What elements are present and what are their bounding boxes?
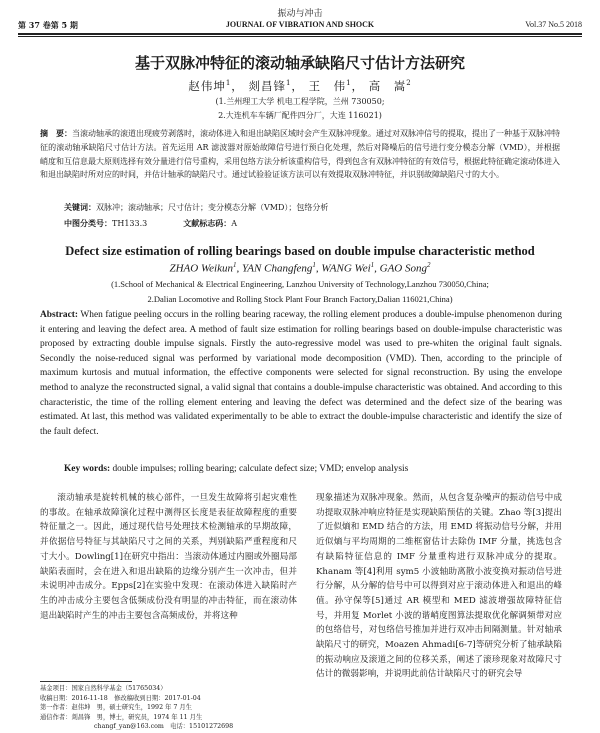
footnote-author2: 通信作者：剡昌锋 男，博士，研究员，1974 年 11 月生 xyxy=(40,713,203,721)
keywords-en-text: double impulses; rolling bearing; calculate defect size; VMD; envelop analysis xyxy=(112,464,409,474)
keywords-cn-label: 关键词： xyxy=(64,203,96,212)
author-name-en: YAN Changfeng xyxy=(241,262,313,275)
author-name: 高 嵩 xyxy=(368,79,407,93)
author-name: 剡昌锋 xyxy=(248,79,286,93)
body-paragraph: 现象描述为双脉冲现象。然而，从包含复杂噪声的振动信号中成功提取双脉冲响应特征是实现缺陷预估的关键。Zhao 等[3]提出了近似熵和 EMD 结合的方法，用 EMD 将振动信号分解，并用近似熵与平均周期的二维框窗估计去除伪 IMF 分量，挑选包含有缺陷特征信息的 IMF 分量重构进行双脉冲成分的提取。Khanam 等[4]利用 sym5 小波轴助离散小波变换对振动信号进行分解，从分解的信号中可以得到对应于滚动体进入和退出的峰值。孙守保等[5]通过 AR 模型和 MED 滤波增强故障特征信号，并用复 Morlet 小波的谐峭度图算法提取优化解调频带对应的包络信号，对包络信号推加并进行双冲击间隔测量。针对轴承缺陷尺寸的研究，Moazen Ahmadi[6-7]等研究分析了轴承缺陷的振动响应及滚道之间的位移关系，阐述了滚珍现象对故障尺寸估计的微弱影响，并说明此前估计缺陷尺寸的研究会导 xyxy=(316,493,562,680)
keywords-en-label: Key words: xyxy=(64,464,111,474)
abstract-cn-text: 当滚动轴承的滚道出现疲劳剥落时，滚动体进入和退出缺陷区域时会产生双脉冲现象。通过对双脉冲信号的提取，提出了一种基于双脉冲特征的滚动轴承缺陷尺寸估计方法。首先运用 AR 滤波器对原始故障信号进行预白化处理，然后对降噪后的信号进行变分模态分解（VMD），并根据峭度和互信息最大原则选择有效分量进行信号重构，采用包络方法分析该重构信号，得到包含有双脉冲特征的有效信号，根据此特征确定滚动体进入和退出缺陷时所对应的时间，并估计轴承的缺陷尺寸。通过试验验证该方法可以有效提取双脉冲特征，并识别故障缺陷尺寸的大小。 xyxy=(40,129,560,180)
body-column-right xyxy=(316,491,562,682)
footnote-fund: 基金项目：国家自然科学基金（51765034） xyxy=(40,685,167,692)
footnote xyxy=(40,684,300,732)
volume-cn: 第 37 卷第 5 期 xyxy=(18,20,78,30)
footnote-author1: 第一作者：赵伟坤 男，硕士研究生，1992 年 7 月生 xyxy=(40,704,192,711)
doc-code-value: A xyxy=(231,219,237,228)
footnote-rule xyxy=(40,681,132,682)
clc-value: TH133.3 xyxy=(112,219,148,228)
keywords-en xyxy=(64,464,564,474)
running-journal-name: 振动与冲击 xyxy=(277,9,323,19)
footnote-received: 收稿日期：2016-11-18 修改稿收到日期：2017-01-04 xyxy=(40,694,201,702)
keywords-cn xyxy=(64,202,564,213)
abstract-en-label: Abstract: xyxy=(40,310,79,320)
affiliation-en-1: (1.School of Mechanical & Electrical Engineering, Lanzhou University of Technology,Lanzhou 730050,China; xyxy=(111,279,489,289)
author-name: 赵伟坤 xyxy=(188,79,226,93)
author-list-cn: 赵伟坤$^1$， 剡昌锋$^1$， 王 伟$^1$， 高 嵩$^2$ xyxy=(188,79,412,93)
clc-label: 中图分类号： xyxy=(64,219,112,228)
abstract-cn-label: 摘 要： xyxy=(40,129,72,138)
body-column-left xyxy=(40,491,297,623)
journal-en: JOURNAL OF VIBRATION AND SHOCK xyxy=(225,20,375,29)
author-sup: 1 xyxy=(232,261,237,269)
author-list-en: ZHAO Weikun$^1$, YAN Changfeng$^1$, WANG Wei$^1$, GAO Song$^2$ xyxy=(169,261,431,275)
author-sup: 1 xyxy=(346,79,352,88)
author-name-en: ZHAO Weikun xyxy=(169,262,233,275)
doc-code-label: 文献标志码： xyxy=(183,219,232,228)
author-sup: 1 xyxy=(370,261,375,269)
author-sup: 2 xyxy=(406,79,412,88)
affiliation-cn-2: 2.大连机车车辆厂配件四分厂，大连 116021) xyxy=(218,111,382,120)
header-rule-thick xyxy=(18,33,582,35)
author-name-en: GAO Song xyxy=(379,262,427,275)
keywords-cn-text: 双脉冲；滚动轴承；尺寸估计；变分模态分解（VMD）；包络分析 xyxy=(96,203,329,212)
body-paragraph: 滚动轴承是旋转机械的核心部件，一旦发生故障将引起灾难性的事故。在轴承故障演化过程中测得区长度是表征故障程度的重要特征量之一。因此，通过现代信号处理技术检测轴承的早期故障，并依据信号特征与其缺陷尺寸之间的关系，判别缺陷严重程度和尺寸大小。Dowling[1]在研究中指出：当滚动体通过内圈或外圈局部缺陷表面时，会在进入和退出缺陷的边缘分别产生一次冲击，但并未说明冲击成分。Epps[2]在实验中发现：在滚动体进入缺陷时产生的冲击成分主要包含低频成份没有明显的冲击特征，而在滚动体退出缺陷时产生的冲击主要包含高频成份，并将这种 xyxy=(40,493,297,621)
author-sup: 1 xyxy=(225,79,232,88)
author-name: 王 伟 xyxy=(308,79,347,93)
footnote-email: changf_yan@163.com 电话：15101272698 xyxy=(94,723,234,730)
author-name-en: WANG Wei xyxy=(321,262,371,275)
volume-en: Vol.37 No.5 2018 xyxy=(525,20,582,29)
header-rule-thin xyxy=(18,36,582,37)
running-header xyxy=(18,20,582,32)
affiliation-en-2: 2.Dalian Locomotive and Rolling Stock Plant Four Branch Factory,Dalian 116021,China) xyxy=(147,294,453,304)
author-sup: 1 xyxy=(312,261,316,269)
abstract-cn xyxy=(40,127,560,182)
author-sup: 2 xyxy=(427,261,431,269)
classification-line xyxy=(64,218,564,229)
paper-title-en: Defect size estimation of rolling bearings based on double impulse characteristic method xyxy=(65,244,535,258)
paper-title-cn: 基于双脉冲特征的滚动轴承缺陷尺寸估计方法研究 xyxy=(134,54,465,72)
abstract-en xyxy=(40,308,562,439)
abstract-en-text: When fatigue peeling occurs in the rolling bearing raceway, the rolling element produces a double-impulse phenomenon during it entering and leaving the defect area. A method of fault size estimation for rolling bearings based on double-impulse characteristic was proposed by extracting double impulse signals. Firstly the auto-regressive model was used to pre-whiten the original fault signals. Secondly the noise-reduced signal was performed by variational mode decomposition (VMD). Then, according to the principle of maximum kurtosis and mutual information, the effective components were selected for signal reconstruction. By using the envelope method to analyze the reconstructed signal, a valid signal that contains a double-impulse characteristic was obtained. And according to this characteristic, the time of the rolling element entering and leaving the defect was determined and the defect size of the bearing was estimated. At last, this method was validated experimentally to be able to extract the double-impulse characteristic and identify the size of the fault defect. xyxy=(40,310,562,437)
affiliation-cn-1: (1.兰州理工大学 机电工程学院，兰州 730050; xyxy=(215,97,385,106)
author-sup: 1 xyxy=(285,79,292,88)
